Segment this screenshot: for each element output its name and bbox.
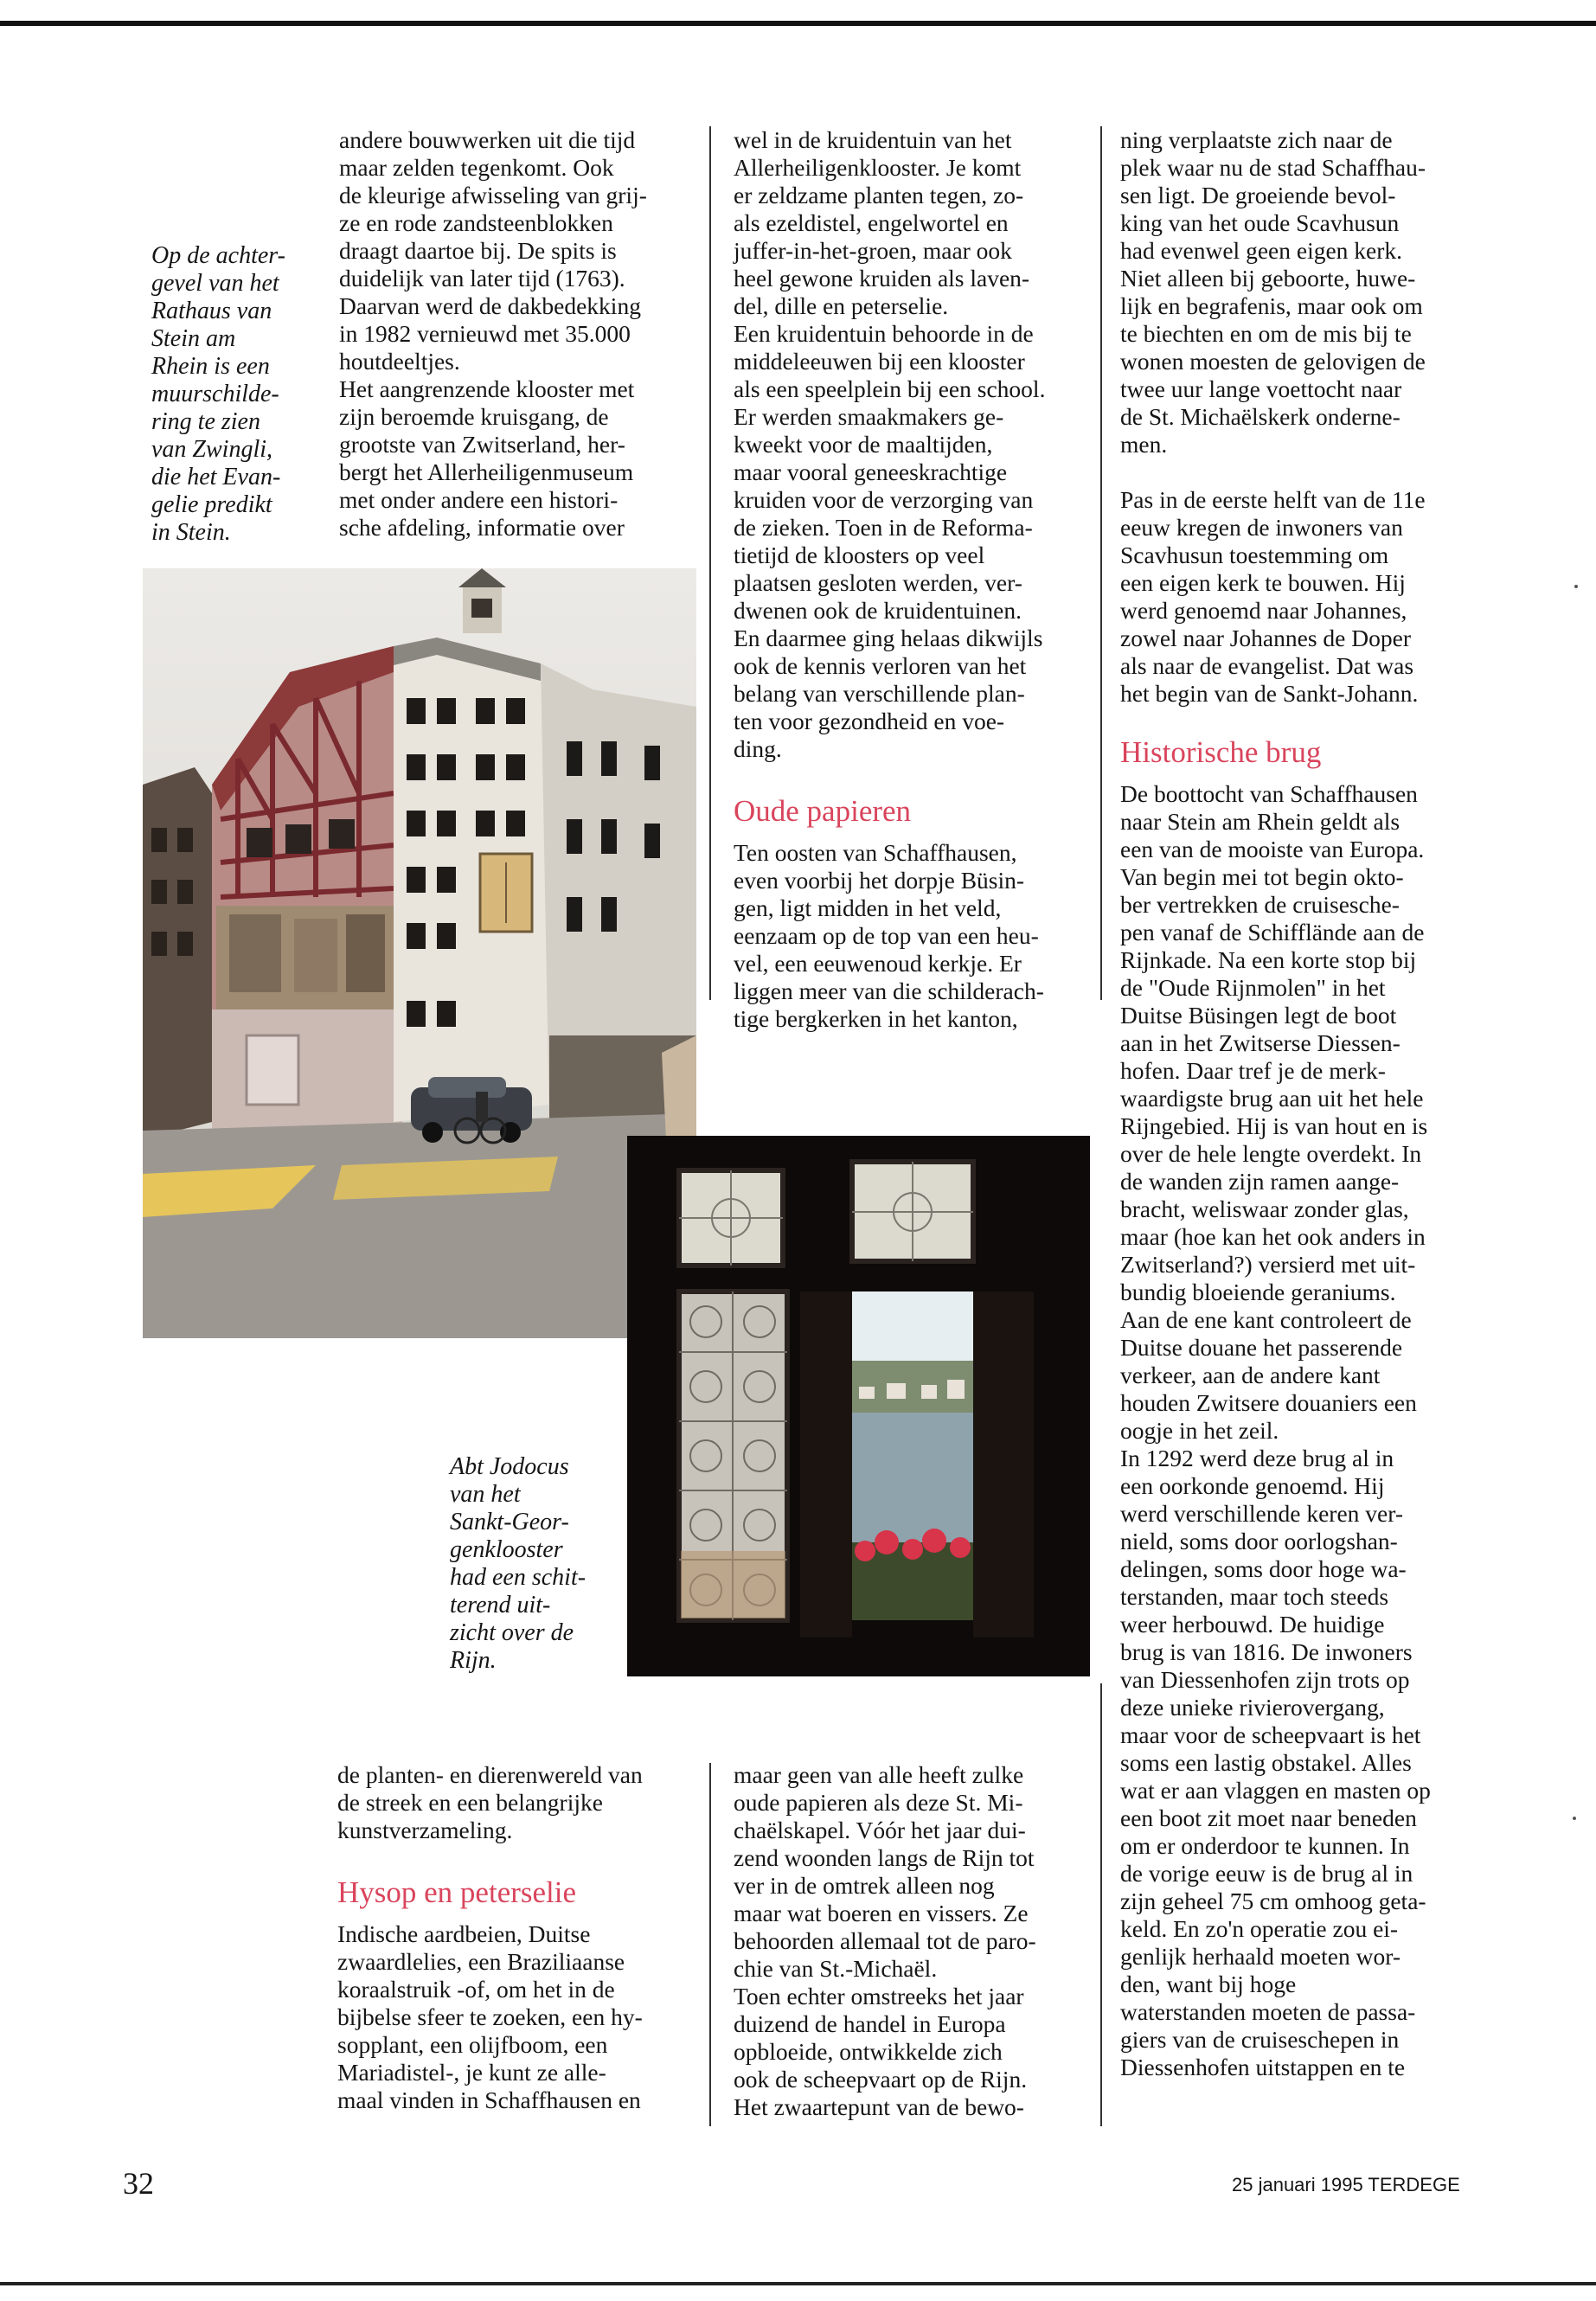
text-line: van Diessenhofen zijn trots op xyxy=(1120,1666,1410,1693)
text-line: ook de kennis verloren van het xyxy=(734,652,1027,679)
text-line: Rijnkade. Na een korte stop bij xyxy=(1120,946,1417,973)
text-line: houtdeeltjes. xyxy=(339,348,460,375)
caption-line: zicht over de xyxy=(450,1619,574,1646)
caption-line: gevel van het xyxy=(151,270,279,297)
caption-line: Op de achter- xyxy=(151,242,285,269)
text-line: weer herbouwd. De huidige xyxy=(1120,1611,1385,1638)
text-line: een oorkonde genoemd. Hij xyxy=(1120,1472,1385,1499)
caption-line: Stein am xyxy=(151,325,236,352)
text-line: als naar de evangelist. Dat was xyxy=(1120,652,1414,679)
column-2-bottom xyxy=(734,1761,1097,2121)
text-line: middeleeuwen bij een klooster xyxy=(734,348,1025,375)
column-1-top xyxy=(339,126,694,542)
text-line: oogje in het zeil. xyxy=(1120,1417,1279,1444)
text-line: maar zelden tegenkomt. Ook xyxy=(339,154,614,181)
text-line: den, want bij hoge xyxy=(1120,1971,1297,1997)
text-line: waterstanden moeten de passa- xyxy=(1120,1998,1416,2025)
text-line: terstanden, maar toch steeds xyxy=(1120,1583,1389,1610)
text-line: juffer-in-het-groen, maar ook xyxy=(734,237,1012,264)
text-line: een van de mooiste van Europa. xyxy=(1120,836,1425,862)
text-line: Daarvan werd de dakbedekking xyxy=(339,292,641,319)
text-line: ver in de omtrek alleen nog xyxy=(734,1872,995,1899)
text-line: Indische aardbeien, Duitse xyxy=(337,1920,591,1947)
page-number: 32 xyxy=(123,2166,154,2201)
caption-line: ring te zien xyxy=(151,408,260,435)
text-line: Van begin mei tot begin okto- xyxy=(1120,863,1404,890)
text-line: lijk en begrafenis, maar ook om xyxy=(1120,292,1423,319)
section-heading: Hysop en peterselie xyxy=(337,1875,577,1909)
text-line: opbloeide, ontwikkelde zich xyxy=(734,2038,1003,2065)
text-line: wel in de kruidentuin van het xyxy=(734,126,1012,153)
text-line: keld. En zo'n operatie zou ei- xyxy=(1120,1915,1399,1942)
text-line: soms een lastig obstakel. Alles xyxy=(1120,1749,1412,1776)
caption-line: Abt Jodocus xyxy=(450,1453,569,1480)
text-line: vel, een eeuwenoud kerkje. Er xyxy=(734,950,1022,977)
rathaus-illustration xyxy=(143,568,696,1338)
text-line: liggen meer van die schilderach- xyxy=(734,977,1044,1004)
paragraph-gap xyxy=(1120,458,1501,486)
text-line: pen vanaf de Schifflände aan de xyxy=(1120,919,1425,945)
paragraph-gap xyxy=(1120,708,1501,734)
column-divider-2 xyxy=(1100,126,1102,1000)
text-line: in 1982 vernieuwd met 35.000 xyxy=(339,320,631,347)
column-divider-1 xyxy=(709,126,711,1000)
text-line: gen, ligt midden in het veld, xyxy=(734,894,1002,921)
text-line: In 1292 werd deze brug al in xyxy=(1120,1445,1394,1471)
photo-abbey-window xyxy=(627,1136,1090,1676)
text-line: Allerheiligenklooster. Je komt xyxy=(734,154,1022,181)
text-line: king van het oude Scavhusun xyxy=(1120,209,1400,236)
text-line: verkeer, aan de andere kant xyxy=(1120,1362,1381,1388)
photo-caption-rathaus xyxy=(151,242,324,547)
text-line: werd verschillende keren ver- xyxy=(1120,1500,1403,1527)
caption-line: muurschilde- xyxy=(151,381,279,407)
text-line: zowel naar Johannes de Doper xyxy=(1120,625,1411,651)
text-line: koraalstruik -of, om het in de xyxy=(337,1976,615,2003)
text-line: genlijk herhaald moeten wor- xyxy=(1120,1943,1401,1970)
column-1-bottom xyxy=(337,1761,701,2114)
text-line: sen ligt. De groeiende bevol- xyxy=(1120,182,1396,208)
text-line: een boot zit moet naar beneden xyxy=(1120,1804,1417,1831)
text-line: Het zwaartepunt van de bewo- xyxy=(734,2093,1024,2120)
text-line: brug is van 1816. De inwoners xyxy=(1120,1638,1413,1665)
text-line: zwaardlelies, een Braziliaanse xyxy=(337,1948,625,1975)
text-line: Scavhusun toestemming om xyxy=(1120,542,1389,568)
paragraph-gap xyxy=(734,763,1097,792)
text-line: ten voor gezondheid en voe- xyxy=(734,708,1005,734)
text-line: tige bergkerken in het kanton, xyxy=(734,1005,1018,1032)
text-line: eeuw kregen de inwoners van xyxy=(1120,514,1403,541)
text-line: bracht, weliswaar zonder glas, xyxy=(1120,1195,1409,1222)
text-line: houden Zwitsere douaniers een xyxy=(1120,1389,1417,1416)
text-line: over de hele lengte overdekt. In xyxy=(1120,1140,1422,1167)
text-line: als ezeldistel, engelwortel en xyxy=(734,209,1009,236)
text-line: Mariadistel-, je kunt ze alle- xyxy=(337,2059,606,2086)
text-line: chie van St.-Michaël. xyxy=(734,1955,938,1982)
paragraph-gap xyxy=(734,830,1097,839)
caption-line: van Zwingli, xyxy=(151,436,273,463)
text-line: naar Stein am Rhein geldt als xyxy=(1120,808,1401,835)
text-line: Niet alleen bij geboorte, huwe- xyxy=(1120,265,1416,292)
caption-line: die het Evan- xyxy=(151,464,281,490)
text-line: de St. Michaëlskerk onderne- xyxy=(1120,403,1401,430)
text-line: zijn beroemde kruisgang, de xyxy=(339,403,609,430)
text-line: maar geen van alle heeft zulke xyxy=(734,1761,1024,1788)
text-line: de "Oude Rijnmolen" in het xyxy=(1120,974,1386,1001)
text-line: Aan de ene kant controleert de xyxy=(1120,1306,1412,1333)
text-line: kunstverzameling. xyxy=(337,1817,513,1843)
top-rule xyxy=(0,21,1596,26)
column-2-top xyxy=(734,126,1097,1033)
text-line: Rijngebied. Hij is van hout en is xyxy=(1120,1112,1428,1139)
bottom-rule xyxy=(0,2282,1596,2285)
text-line: het begin van de Sankt-Johann. xyxy=(1120,680,1419,707)
text-line: kruiden voor de verzorging van xyxy=(734,486,1034,513)
caption-line: gelie predikt xyxy=(151,491,272,518)
text-line: Het aangrenzende klooster met xyxy=(339,375,635,402)
text-line: plek waar nu de stad Schaffhau- xyxy=(1120,154,1426,181)
text-line: aan in het Zwitserse Diessen- xyxy=(1120,1029,1401,1056)
text-line: de wanden zijn ramen aange- xyxy=(1120,1168,1400,1195)
text-line: er zeldzame planten tegen, zo- xyxy=(734,182,1024,208)
text-line: een eigen kerk te bouwen. Hij xyxy=(1120,569,1406,596)
caption-line: Sankt-Geor- xyxy=(450,1509,569,1535)
text-line: dwenen ook de kruidentuinen. xyxy=(734,597,1022,624)
text-line: giers van de cruiseschepen in xyxy=(1120,2026,1400,2053)
text-line: tietijd de kloosters op veel xyxy=(734,542,985,568)
text-line: Diessenhofen uitstappen en te xyxy=(1120,2054,1406,2080)
text-line: waardigste brug aan uit het hele xyxy=(1120,1085,1424,1112)
text-line: duidelijk van later tijd (1763). xyxy=(339,265,625,292)
scan-speck xyxy=(1574,585,1578,588)
caption-line: Rathaus van xyxy=(151,298,272,324)
photo-rathaus-stein xyxy=(143,568,696,1338)
text-line: heel gewone kruiden als laven- xyxy=(734,265,1030,292)
text-line: wonen moesten de gelovigen de xyxy=(1120,348,1426,375)
text-line: behoorden allemaal tot de paro- xyxy=(734,1927,1036,1954)
text-line: del, dille en peterselie. xyxy=(734,292,949,319)
text-line: als een speelplein bij een school. xyxy=(734,375,1046,402)
text-line: De boottocht van Schaffhausen xyxy=(1120,780,1418,807)
window-illustration xyxy=(627,1136,1090,1676)
text-line: eenzaam op de top van een heu- xyxy=(734,922,1039,949)
caption-line: terend uit- xyxy=(450,1592,551,1618)
text-line: ning verplaatste zich naar de xyxy=(1120,126,1393,153)
text-line: werd genoemd naar Johannes, xyxy=(1120,597,1407,624)
column-divider-4 xyxy=(1100,1683,1102,2126)
text-line: ook de scheepvaart op de Rijn. xyxy=(734,2066,1028,2093)
text-line: andere bouwwerken uit die tijd xyxy=(339,126,636,153)
text-line: ber vertrekken de cruisesche- xyxy=(1120,891,1400,918)
text-line: de planten- en dierenwereld van xyxy=(337,1761,643,1788)
text-line: kweekt voor de maaltijden, xyxy=(734,431,993,458)
column-3 xyxy=(1120,126,1501,2081)
text-line: even voorbij het dorpje Büsin- xyxy=(734,867,1025,894)
caption-line: in Stein. xyxy=(151,519,231,546)
text-line: Een kruidentuin behoorde in de xyxy=(734,320,1034,347)
text-line: Duitse douane het passerende xyxy=(1120,1334,1403,1361)
text-line: duizend de handel in Europa xyxy=(734,2010,1006,2037)
text-line: Er werden smaakmakers ge- xyxy=(734,403,1004,430)
paragraph-gap xyxy=(337,1912,701,1920)
caption-line: Rijn. xyxy=(450,1647,497,1674)
section-heading: Historische brug xyxy=(1120,735,1322,769)
text-line: Ten oosten van Schaffhausen, xyxy=(734,839,1017,866)
text-line: En daarmee ging helaas dikwijls xyxy=(734,625,1043,651)
text-line: maar wat boeren en vissers. Ze xyxy=(734,1900,1029,1926)
caption-line: genklooster xyxy=(450,1536,563,1563)
text-line: ding. xyxy=(734,735,782,762)
text-line: sopplant, een olijfboom, een xyxy=(337,2031,608,2058)
text-line: Duitse Büsingen legt de boot xyxy=(1120,1002,1397,1029)
section-heading: Oude papieren xyxy=(734,794,912,828)
text-line: maar (hoe kan het ook anders in xyxy=(1120,1223,1426,1250)
text-line: te biechten en om de mis bij te xyxy=(1120,320,1412,347)
text-line: met onder andere een histori- xyxy=(339,486,619,513)
text-line: Toen echter omstreeks het jaar xyxy=(734,1983,1024,2009)
text-line: sche afdeling, informatie over xyxy=(339,514,625,541)
text-line: nield, soms door oorlogshan- xyxy=(1120,1528,1398,1554)
text-line: plaatsen gesloten werden, ver- xyxy=(734,569,1022,596)
text-line: maar voor de scheepvaart is het xyxy=(1120,1721,1421,1748)
scan-speck xyxy=(1573,1817,1576,1820)
text-line: de kleurige afwisseling van grij- xyxy=(339,182,647,208)
column-divider-3 xyxy=(709,1763,711,2126)
paragraph-gap xyxy=(1120,772,1501,780)
caption-line: van het xyxy=(450,1481,521,1508)
text-line: maar vooral geneeskrachtige xyxy=(734,458,1008,485)
text-line: grootste van Zwitserland, her- xyxy=(339,431,625,458)
caption-line: had een schit- xyxy=(450,1564,586,1591)
text-line: oude papieren als deze St. Mi- xyxy=(734,1789,1023,1816)
text-line: Zwitserland?) versierd met uit- xyxy=(1120,1251,1416,1278)
text-line: had evenwel geen eigen kerk. xyxy=(1120,237,1403,264)
text-line: chaëlskapel. Vóór het jaar dui- xyxy=(734,1817,1026,1843)
text-line: de vorige eeuw is de brug al in xyxy=(1120,1860,1413,1887)
caption-line: Rhein is een xyxy=(151,353,270,380)
text-line: zijn geheel 75 cm omhoog geta- xyxy=(1120,1888,1426,1914)
paragraph-gap xyxy=(337,1844,701,1874)
text-line: draagt daartoe bij. De spits is xyxy=(339,237,617,264)
text-line: bundig bloeiende geraniums. xyxy=(1120,1279,1396,1305)
text-line: wat er aan vlaggen en masten op xyxy=(1120,1777,1431,1804)
text-line: om er onderdoor te kunnen. In xyxy=(1120,1832,1410,1859)
text-line: delingen, soms door hoge wa- xyxy=(1120,1555,1407,1582)
text-line: deze unieke rivierovergang, xyxy=(1120,1694,1385,1721)
text-line: hofen. Daar tref je de merk- xyxy=(1120,1057,1386,1084)
photo-caption-window xyxy=(450,1453,623,1675)
text-line: Pas in de eerste helft van de 11e xyxy=(1120,486,1426,513)
text-line: de zieken. Toen in de Reforma- xyxy=(734,514,1033,541)
text-line: de streek en een belangrijke xyxy=(337,1789,603,1816)
text-line: ze en rode zandsteenblokken xyxy=(339,209,613,236)
text-line: men. xyxy=(1120,431,1168,458)
text-line: twee uur lange voettocht naar xyxy=(1120,375,1402,402)
text-line: belang van verschillende plan- xyxy=(734,680,1025,707)
issue-footer: 25 januari 1995 TERDEGE xyxy=(1232,2174,1460,2195)
text-line: zend woonden langs de Rijn tot xyxy=(734,1844,1035,1871)
text-line: maal vinden in Schaffhausen en xyxy=(337,2086,641,2113)
text-line: bergt het Allerheiligenmuseum xyxy=(339,458,634,485)
text-line: bijbelse sfeer te zoeken, een hy- xyxy=(337,2003,643,2030)
